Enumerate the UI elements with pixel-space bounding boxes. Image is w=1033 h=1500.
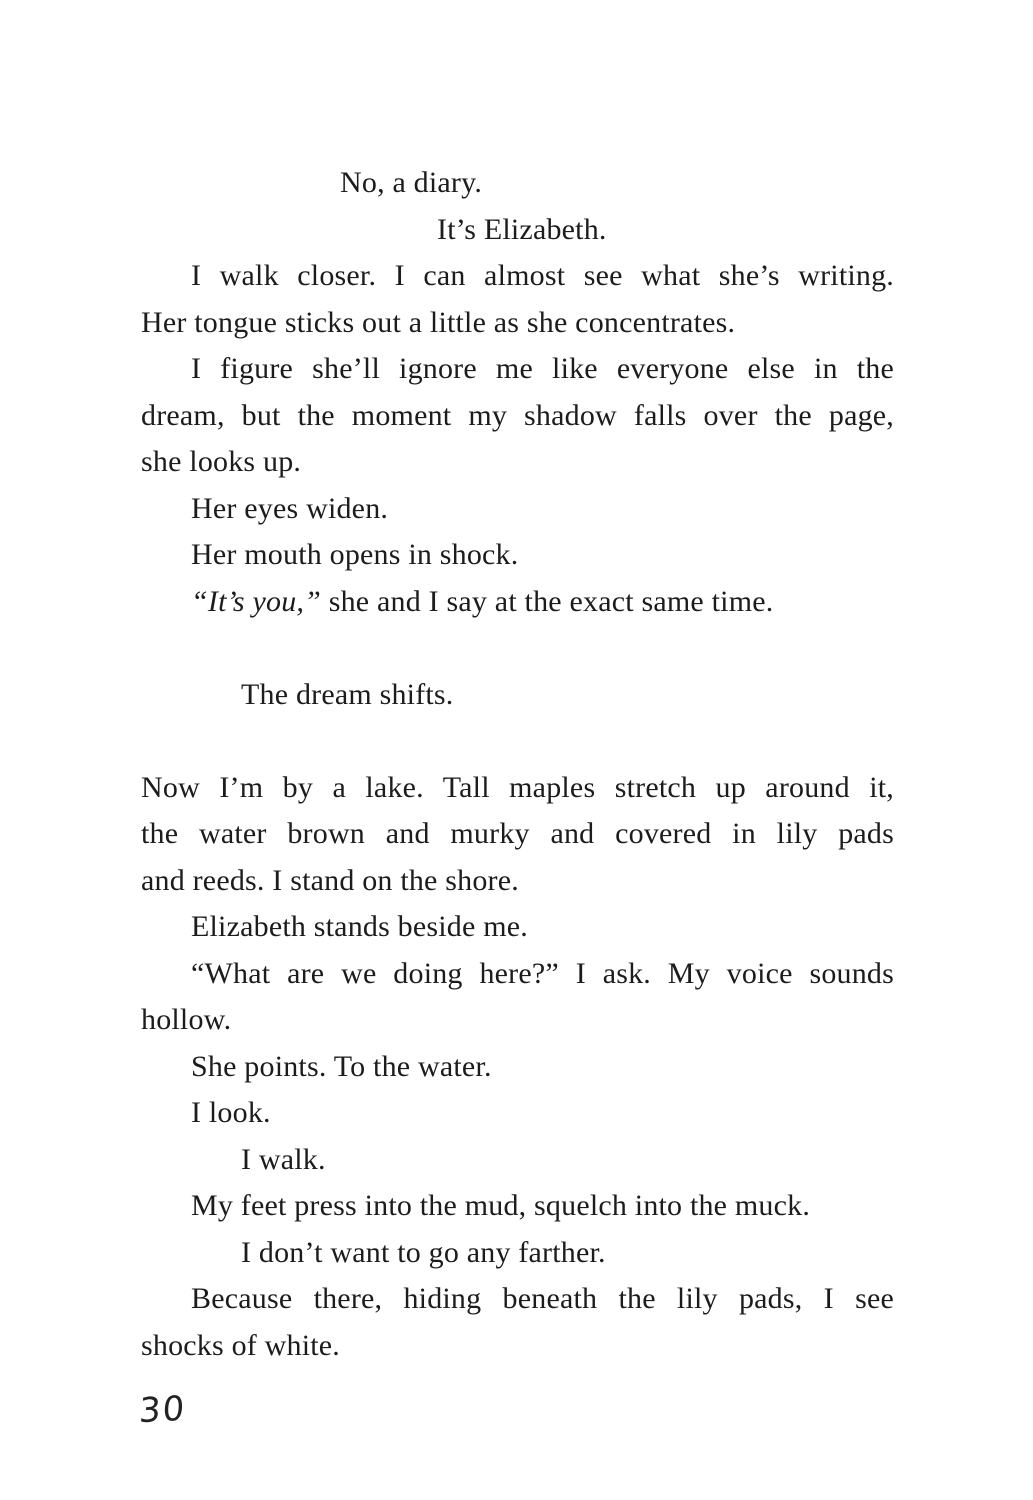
text-line: shocks of white. bbox=[141, 1328, 341, 1362]
text-line: dream, but the moment my shadow falls over the page, bbox=[141, 398, 894, 432]
italic-phrase: “It’s you,” bbox=[191, 584, 322, 618]
text-line-continuation: she and I say at the exact same time. bbox=[321, 584, 774, 618]
text-line: I walk closer. I can almost see what she’s writing. bbox=[191, 259, 894, 292]
text-line: I look. bbox=[191, 1096, 271, 1129]
text-line: My feet press into the mud, squelch into the muck. bbox=[191, 1189, 811, 1222]
text-line: Because there, hiding beneath the lily pads, I see bbox=[191, 1282, 894, 1315]
text-line: Her eyes widen. bbox=[191, 491, 389, 525]
text-line: and reeds. I stand on the shore. bbox=[141, 863, 519, 897]
blank-line bbox=[141, 718, 894, 765]
text-line: The dream shifts. bbox=[241, 677, 454, 711]
text-line: Her mouth opens in shock. bbox=[191, 538, 519, 571]
text-line: I figure she’ll ignore me like everyone else in the bbox=[191, 352, 894, 385]
text-line: “What are we doing here?” I ask. My voice sounds bbox=[191, 956, 894, 990]
text-line bbox=[141, 579, 894, 626]
text-line: the water brown and murky and covered in lily pads bbox=[141, 817, 894, 850]
text-line: It’s Elizabeth. bbox=[437, 212, 607, 246]
text-line: No, a diary. bbox=[340, 166, 483, 199]
page-number: 30 bbox=[137, 1388, 188, 1432]
text-line: She points. To the water. bbox=[191, 1049, 492, 1083]
text-line: she looks up. bbox=[141, 445, 302, 478]
text-line: Her tongue sticks out a little as she concentrates. bbox=[141, 305, 736, 339]
text-line: Elizabeth stands beside me. bbox=[191, 910, 528, 943]
text-line: Now I’m by a lake. Tall maples stretch up around it, bbox=[141, 770, 894, 804]
text-line: I don’t want to go any farther. bbox=[241, 1235, 606, 1269]
text-line: hollow. bbox=[141, 1003, 232, 1036]
text-block bbox=[141, 160, 894, 1369]
blank-line bbox=[141, 625, 894, 672]
text-line: I walk. bbox=[241, 1142, 326, 1176]
